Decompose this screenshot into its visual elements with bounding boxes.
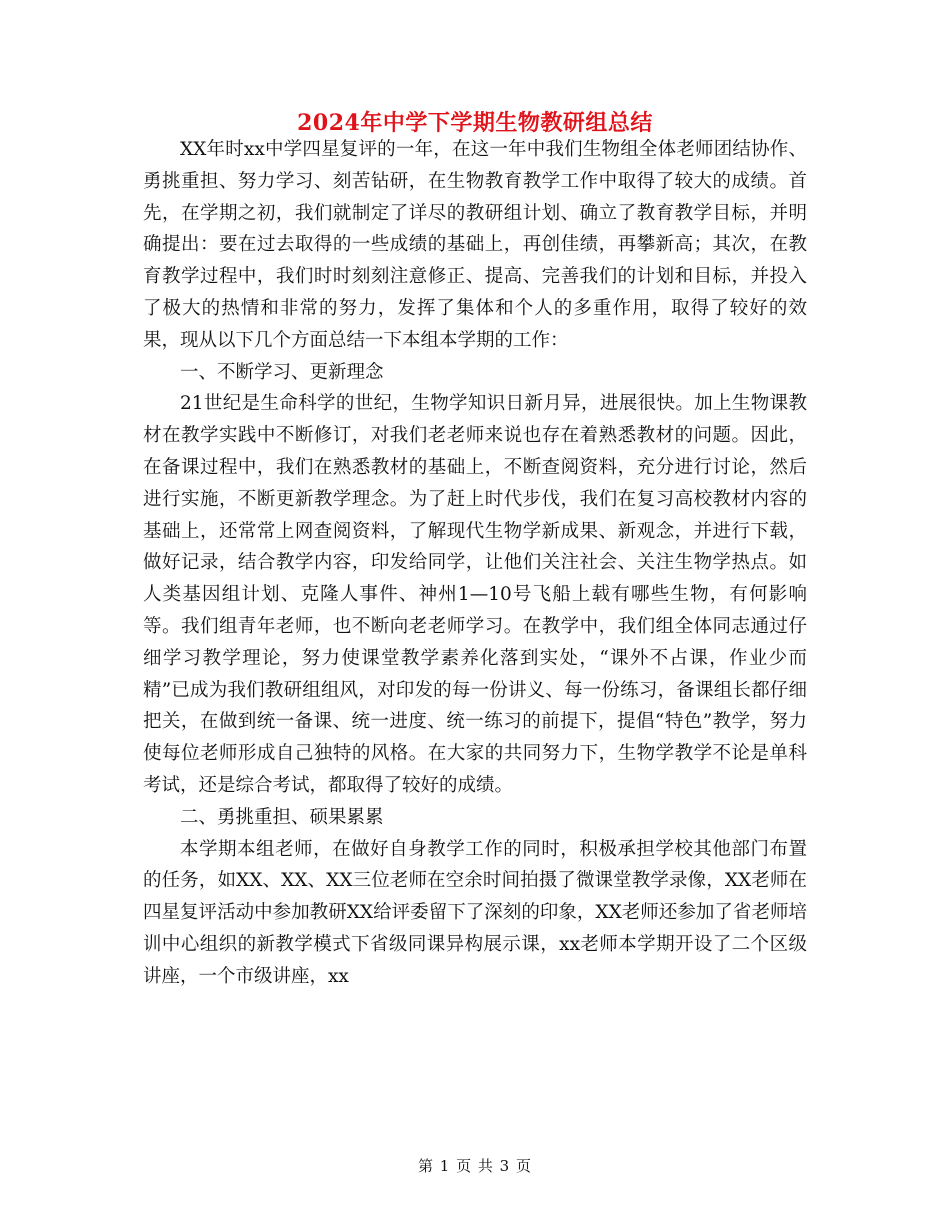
document-title: 2024年中学下学期生物教研组总结 <box>297 110 653 136</box>
intro-paragraph: XX年时xx中学四星复评的一年，在这一年中我们生物组全体老师团结协作、勇挑重担、努力学习、刻苦钻研，在生物教育教学工作中取得了较大的成绩。首先，在学期之初，我们就制定了详尽的教研组计划、确立了教育教学目标，并明确提出：要在过去取得的一些成绩的基础上，再创佳绩，再攀新高；其次，在教育教学过程中，我们时时刻刻注意修正、提高、完善我们的计划和目标，并投入了极大的热情和非常的努力，发挥了集体和个人的多重作用，取得了较好的效果，现从以下几个方面总结一下本组本学期的工作： <box>143 139 807 351</box>
section-1-paragraph: 21世纪是生命科学的世纪，生物学知识日新月异，进展很快。加上生物课教材在教学实践中不断修订，对我们老老师来说也存在着熟悉教材的问题。因此，在备课过程中，我们在熟悉教材的基础上，不断查阅资料，充分进行讨论，然后进行实施，不断更新教学理念。为了赶上时代步伐，我们在复习高校教材内容的基础上，还常常上网查阅资料，了解现代生物学新成果、新观念，并进行下载，做好记录，结合教学内容，印发给同学，让他们关注社会、关注生物学热点。如人类基因组计划、克隆人事件、神州1—10号飞船上载有哪些生物，有何影响等。我们组青年老师，也不断向老老师学习。在教学中，我们组全体同志通过仔细学习教学理论，努力使课堂教学素养化落到实处，“课外不占课，作业少而精”已成为我们教研组组风，对印发的每一份讲义、每一份练习，备课组长都仔细把关，在做到统一备课、统一进度、统一练习的前提下，提倡“特色”教学，努力使每位老师形成自己独特的风格。在大家的共同努力下，生物学教学不论是单科考试，还是综合考试，都取得了较好的成绩。 <box>143 393 807 796</box>
section-heading-2: 二、勇挑重担、硕果累累 <box>180 806 384 828</box>
document-body <box>143 134 807 993</box>
page-number-footer: 第 1 页 共 3 页 <box>418 1157 532 1175</box>
section-heading-1: 一、不断学习、更新理念 <box>180 361 384 383</box>
section-2-paragraph: 本学期本组老师，在做好自身教学工作的同时，积极承担学校其他部门布置的任务，如XX、XX、XX三位老师在空余时间拍摄了微课堂教学录像，XX老师在四星复评活动中参加教研XX给评委留下了深刻的印象，XX老师还参加了省老师培训中心组织的新教学模式下省级同课异构展示课，xx老师本学期开设了二个区级讲座，一个市级讲座，xx <box>143 838 807 987</box>
